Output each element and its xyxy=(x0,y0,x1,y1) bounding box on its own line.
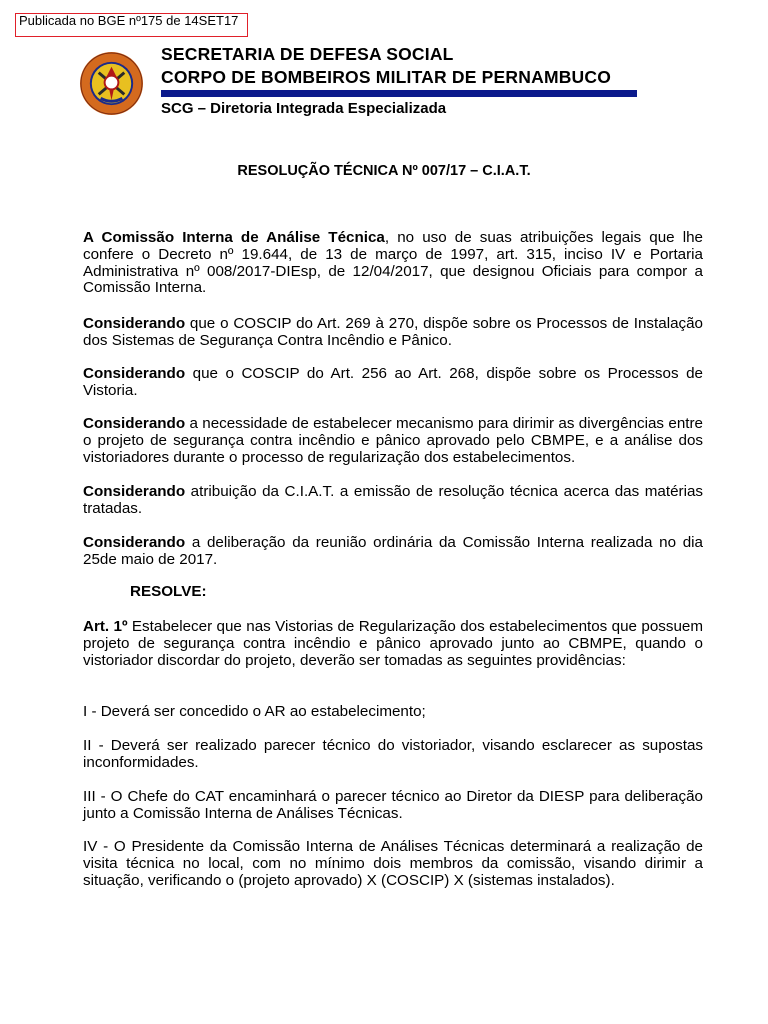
item-paragraph-i: I - Deverá ser concedido o AR ao estabelecimento; xyxy=(83,703,426,720)
header-divider-bar xyxy=(161,90,637,97)
considerando-lead: Considerando xyxy=(83,534,186,551)
considerando-text: a deliberação da reunião ordinária da Comissão Interna realizada no dia 25de maio de 2017. xyxy=(83,534,703,568)
considerando-lead: Considerando xyxy=(83,315,186,332)
considerando-paragraph-3 xyxy=(83,416,703,466)
considerando-text: atribuição da C.I.A.T. a emissão de resolução técnica acerca das matérias tratadas. xyxy=(83,483,703,517)
publication-note xyxy=(15,13,248,37)
publication-note-text: Publicada no BGE nº175 de 14SET17 xyxy=(19,13,239,28)
resolve-heading: RESOLVE: xyxy=(130,583,207,600)
article-1-paragraph xyxy=(83,619,703,669)
preamble-text: , no uso de suas atribuições legais que lhe confere o Decreto nº 19.644, de 13 de março de 1997, art. 315, inciso IV e Portaria Administrativa nº 008/2017-DIEsp, de 12/04/2017, que designou Oficiais para compor a Comissão Interna. xyxy=(83,229,703,297)
org-line-corpo-de-bombeiros: CORPO DE BOMBEIROS MILITAR DE PERNAMBUCO xyxy=(161,67,612,87)
corpo-de-bombeiros-seal-icon xyxy=(79,51,144,116)
item-paragraph-ii: II - Deverá ser realizado parecer técnico do vistoriador, visando esclarecer as supostas inconformidades. xyxy=(83,737,703,771)
item-paragraph-iii: III - O Chefe do CAT encaminhará o parecer técnico ao Diretor da DIESP para deliberação junto a Comissão Interna de Análises Técnicas. xyxy=(83,788,703,822)
article-1-lead: Art. 1º xyxy=(83,618,128,635)
document-title: RESOLUÇÃO TÉCNICA Nº 007/17 – C.I.A.T. xyxy=(237,163,531,179)
considerando-text: que o COSCIP do Art. 256 ao Art. 268, dispõe sobre os Processos de Vistoria. xyxy=(83,365,703,399)
considerando-lead: Considerando xyxy=(83,415,186,432)
preamble-paragraph xyxy=(83,230,703,297)
considerando-paragraph-4 xyxy=(83,484,703,518)
considerando-paragraph-5 xyxy=(83,535,703,569)
item-paragraph-iv: IV - O Presidente da Comissão Interna de Análises Técnicas determinará a realização de visita técnica no local, com no mínimo dois membros da comissão, visando dirimir a situação, verificando o (projeto aprovado) X (COSCIP) X (sistemas instalados). xyxy=(83,838,703,889)
considerando-lead: Considerando xyxy=(83,365,186,382)
preamble-lead: A Comissão Interna de Análise Técnica xyxy=(83,229,385,246)
considerando-text: que o COSCIP do Art. 269 à 270, dispõe sobre os Processos de Instalação dos Sistemas de Segurança Contra Incêndio e Pânico. xyxy=(83,315,703,349)
article-1-text: Estabelecer que nas Vistorias de Regularização dos estabelecimentos que possuem projeto de segurança contra incêndio e pânico aprovado junto ao CBMPE, quando o vistoriador discordar do projeto, deverão ser tomadas as seguintes providências: xyxy=(83,618,704,669)
considerando-paragraph-1 xyxy=(83,316,703,350)
considerando-text: a necessidade de estabelecer mecanismo para dirimir as divergências entre o projeto de segurança contra incêndio e pânico aprovado pelo CBMPE, e a análise dos vistoriadores durante o processo de regularização dos estabelecimentos. xyxy=(83,415,703,466)
department-line: SCG – Diretoria Integrada Especializada xyxy=(161,100,447,117)
org-line-secretaria: SECRETARIA DE DEFESA SOCIAL xyxy=(161,44,454,64)
considerando-paragraph-2 xyxy=(83,366,703,400)
considerando-lead: Considerando xyxy=(83,483,186,500)
